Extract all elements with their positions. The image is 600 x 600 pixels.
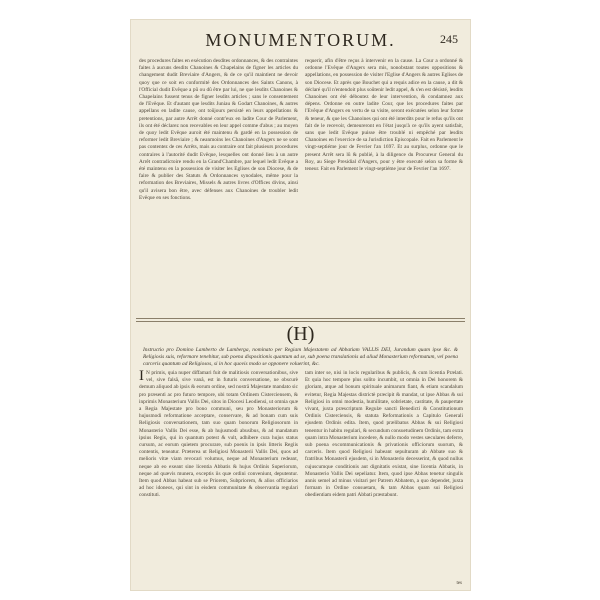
bottom-right-column bbox=[305, 370, 463, 584]
catchword: tes bbox=[456, 581, 462, 586]
page-number: 245 bbox=[440, 32, 458, 46]
bottom-left-column bbox=[139, 370, 298, 584]
bottom-right-text: tam inter se, nisi in locis regularibus & publicis, & cum licentia Prælati. Et quia hoc tempore plus solito incumbit, ut omnia in Dei honorem & gloriam, atque ad bonum spirituale animarum fiant, & etiam scandalum evitetur, Regia Majestas districtè præcipit & mandat, ut ipse Abbas & sui Religiosi in omni modestia, humilitate, sobrietate, castitate, & paupertate vivant, juxta præscriptum Regulæ sancti Benedicti & Constitutionum Ordinis Cisterciensis, & statuta Reformationis a Capitulo Generali ejusdem Ordinis edita. Item, quod prælibatus Abbas & sui Religiosi tenentur in habitu regulari, & secundum consuetudinem Ordinis, tam extra quam intra Monasterium incedere, & nullo modo vestes sæculares deferre, sub poena excommunicationis & privationis officiorum suorum, & carceris. Item quod Religiosi habeant sepulturam ab Abbate suo & fratribus Monasterii ejusdem, si in Monasterio decesserint, & quod nullus cujuscumque conditionis aut dignitatis existat, sine licentia Abbatis, in Monasterio Vallis Dei sepeliatur. Item, quod ipse Abbas tenetur singulis annis semel ad minus visitari per Patrem Abbatem, a quo dependet, juxta formam in Ordine consuetam, & tam Abbas quam sui Religiosi obedientiam eidem patri Abbati præstabunt. bbox=[305, 370, 463, 499]
top-left-column bbox=[139, 58, 298, 316]
page-header bbox=[131, 28, 470, 52]
top-left-text: des procedures faites en exécution desdites ordonnances, & des contraintes faites à aucuns desdits Chanoines & Chapelains de figner les articles du changement dudit Breviaire d'Angers, & de ce qu'il maintient ne devoir quoy que ce soit en conformité des Ordonnances des Saints Canons, à l'Official dudit Evêque a pû ou dû être par lui, ne que lesdits Chanoines & Chapelains fussent tenus de figner lesdits articles ; sans le consentement de l'Evêque. Et d'autant que lesdits Juniau & Godart Chanoines, & autres appellans en ladite cause, ont toûjours persisté en leurs appellations & pretentions, par autre Arrêt donné contr'eux en ladite Cour de Parlement, ils ont été déclarez non recevables en leur appel comme d'abus ; au moyen de quoy ledit Evêque auroit été maintenu & gardé en la possession de reformer ledit Breviaire ; & neanmoins les Chanoines d'Angers ne se sont pas contentez de ces Arrêts, mais au contraire ont fait plusieurs procedures contraires à l'autorité dudit Evêque, lesquelles ont donné lieu à un autre Arrêt contradictoire rendu en la Grand'Chambre, par lequel ledit Evêque a été maintenu en la possession de visiter les Eglises de son Diocese, & de faire & publier des Statuts & Ordonnances synodales, même pour la reformation des Breviaires, Missels & autres livres d'Offices divins, ainsi qu'il avisera bon être, avec défenses aux Chanoines de troubler ledit Evêque en ses fonctions. bbox=[139, 58, 298, 201]
running-head: MONUMENTORUM. bbox=[205, 30, 396, 50]
book-page bbox=[131, 20, 470, 590]
top-right-column bbox=[305, 58, 463, 316]
top-right-text: requerir, afin d'être reçus à intervenir en la cause. La Cour a ordonné & ordonne l'Evêque d'Angers sera mis, nonobstant toutes oppositions & appellations, en possession de visiter l'Eglise d'Angers & autres Eglises de son Diocese. Et après que Bouchet qui a requis adice en la cause, a dit & déclaré qu'il n'entendoit plus soûtenir ledit appel, & s'en est désisté, lesdits Chanoines ont été déboutez de leur intervention, & condamnez aux dépens. Ordonne en outre ladite Cour, que les procedures faites par l'Evêque d'Angers en vertu de sa visite, seront exécutées selon leur forme & teneur, & que les Chanoines qui ont été interdits pour le refus qu'ils ont fait de le recevoir, demeureront en l'état jusqu'à ce qu'ils ayent satisfait, sans que ledit Evêque puisse être troublé ni empêché par lesdits Chanoines en l'exercice de sa Jurisdiction Episcopale. Fait en Parlement le vingt-septiéme jour de Fevrier l'an 1697. Et au surplus, ordonne que le present Arrêt sera lû & publié, à la diligence du Procureur General du Roy, au Siege Presidial d'Angers, pour y être executé selon sa forme & teneur. Fait en Parlement le vingt-septiéme jour de Fevrier l'an 1697. bbox=[305, 58, 463, 173]
drop-cap: I bbox=[139, 370, 144, 384]
section-heading: Instructio pro Domino Lamberto de Lamberga, nominato per Regiam Majestatem ad Abbatiam VALLIS DEI, Jurandum quam ipse &c. & Religiosis suis, reformare tenebitur, sub poena dispositionis quantum ad se, sub poena translationis ad aliud Monasterium reformatum, vel poena carceris quantum ad Religiosos, si in hoc quovis modo se opponere voluerint, &c. bbox=[143, 347, 458, 367]
bottom-left-text: N primis, quia nuper diffamari fuit de malitiosis conversationibus, sive vel, sive falsâ, sive vanâ, est in futuris conversatione, ne obscurè demum aliquod ab ipsis & eorum ordine, sed nostrâ Majestate mandato sic pro præsenti ac pro futuro tempore, ubi totam Ordinem Cisterciensem, & inprimis Monasterium Vallis Dei, sitos in Diocesi Leodiensi, ut omnia quæ a Regia Majestate pro bono communi, seu pro Monasteriorum & hujusmodi reformatione acceptare, conservare, & ad bonam cum suis Religiosis conversationem, tam suo quam bonorum Religiosorum in Monasterio Vallis Dei esse, & ab hujusmodi abusibus, & ad mandatum ipsius Regis, qui in quantum potest & vult, adhibere cura hujus status cursum, ac eorum quietem procurare, sub poenis in ipsis litteris Regiis contentis, teneatur. Præterea ut Religiosi Monasterii Vallis Dei, quos ad melioris vitæ viam revocari volumus, neque ad Monasterium redeant, neque ab eo exeant sine licentia Abbatis & hujus Ordinis Superiorum, neque ad quævis munera, exceptis iis quæ ordini conveniunt, deputentur. Item quod Abbas habeat sub se Priorem, Subpriorem, & alios officiarios ad hoc idoneos, qui sint in eisdem communitate & observantia regulari constituti. bbox=[139, 370, 298, 499]
section-letter: (H) bbox=[286, 323, 315, 345]
